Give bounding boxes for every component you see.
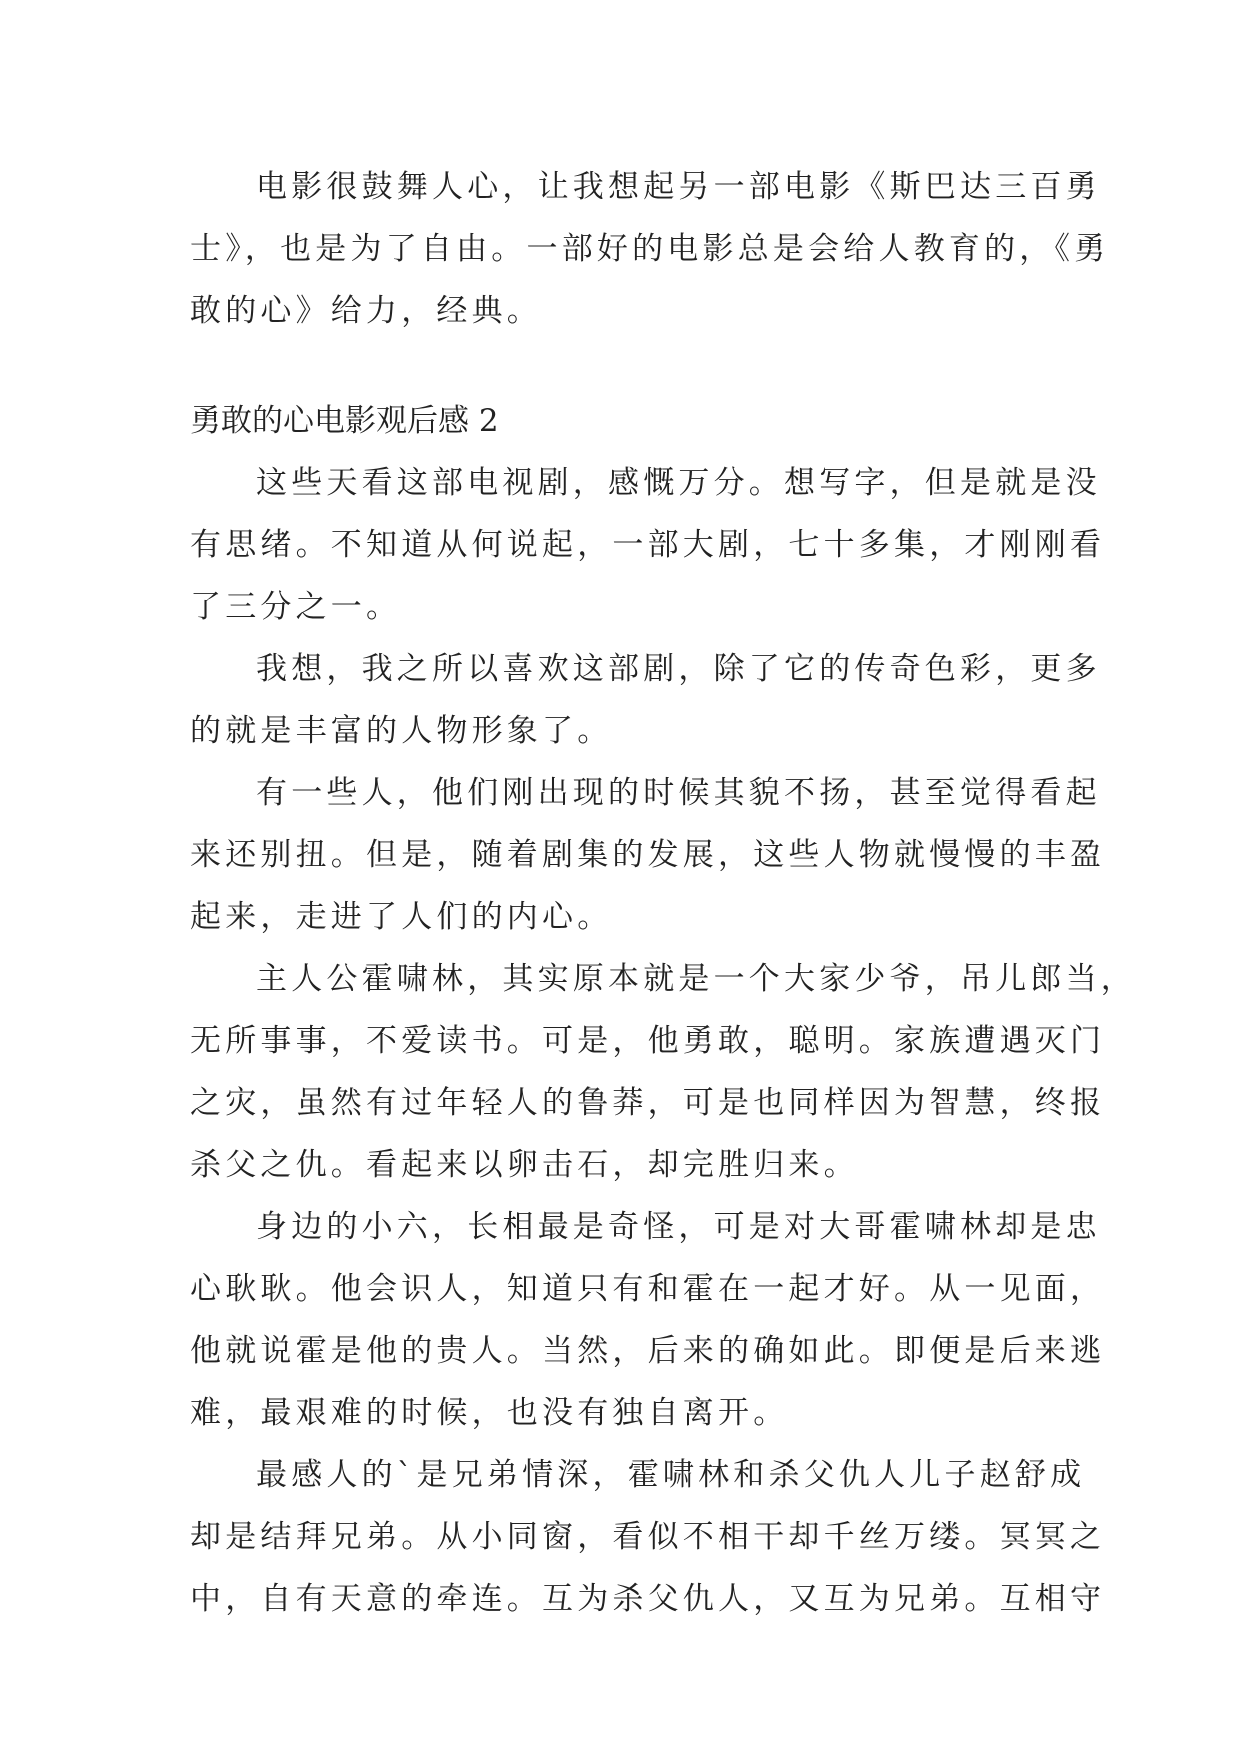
paragraph-line: 的就是丰富的人物形象了。 bbox=[190, 713, 613, 749]
paragraph-line: 心耿耿。他会识人，知道只有和霍在一起才好。从一见面， bbox=[190, 1271, 1106, 1307]
paragraph bbox=[190, 1196, 1106, 1444]
paragraph-line: 起来，走进了人们的内心。 bbox=[190, 899, 613, 935]
paragraph-line: 敢的心》给力，经典。 bbox=[190, 293, 542, 329]
paragraph bbox=[190, 1444, 1106, 1630]
paragraph-line: 之灾，虽然有过年轻人的鲁莽，可是也同样因为智慧，终报 bbox=[190, 1085, 1106, 1121]
section-heading: 勇敢的心电影观后感 2 bbox=[190, 403, 499, 439]
paragraph-line: 难，最艰难的时候，也没有独自离开。 bbox=[190, 1395, 789, 1431]
paragraph-line: 这些天看这部电视剧，感慨万分。想写字，但是就是没 bbox=[256, 465, 1101, 501]
paragraph-line: 士》，也是为了自由。一部好的电影总是会给人教育的，《勇 bbox=[190, 231, 1110, 267]
paragraph-line: 有一些人，他们刚出现的时候其貌不扬，甚至觉得看起 bbox=[256, 775, 1101, 811]
paragraph-line: 我想，我之所以喜欢这部剧，除了它的传奇色彩，更多 bbox=[256, 651, 1101, 687]
paragraph-line: 最感人的`是兄弟情深，霍啸林和杀父仇人儿子赵舒成 bbox=[256, 1457, 1086, 1493]
paragraph-line: 杀父之仇。看起来以卵击石，却完胜归来。 bbox=[190, 1147, 859, 1183]
paragraph bbox=[190, 638, 1101, 762]
intro-paragraph bbox=[190, 156, 1110, 342]
paragraph bbox=[190, 762, 1106, 948]
paragraph-line: 了三分之一。 bbox=[190, 589, 402, 625]
paragraph-line: 中，自有天意的牵连。互为杀父仇人，又互为兄弟。互相守 bbox=[190, 1581, 1106, 1617]
paragraph-line: 电影很鼓舞人心，让我想起另一部电影《斯巴达三百勇 bbox=[256, 169, 1101, 205]
paragraph-line: 主人公霍啸林，其实原本就是一个大家少爷，吊儿郎当， bbox=[256, 961, 1136, 997]
paragraph bbox=[190, 452, 1106, 638]
paragraph bbox=[190, 948, 1136, 1196]
paragraph-line: 无所事事，不爱读书。可是，他勇敢，聪明。家族遭遇灭门 bbox=[190, 1023, 1106, 1059]
paragraph-line: 有思绪。不知道从何说起，一部大剧，七十多集，才刚刚看 bbox=[190, 527, 1106, 563]
paragraph-line: 他就说霍是他的贵人。当然，后来的确如此。即便是后来逃 bbox=[190, 1333, 1106, 1369]
section-body bbox=[190, 452, 1136, 1630]
paragraph-line: 却是结拜兄弟。从小同窗，看似不相干却千丝万缕。冥冥之 bbox=[190, 1519, 1106, 1555]
paragraph-line: 身边的小六，长相最是奇怪，可是对大哥霍啸林却是忠 bbox=[256, 1209, 1101, 1245]
paragraph-line: 来还别扭。但是，随着剧集的发展，这些人物就慢慢的丰盈 bbox=[190, 837, 1106, 873]
